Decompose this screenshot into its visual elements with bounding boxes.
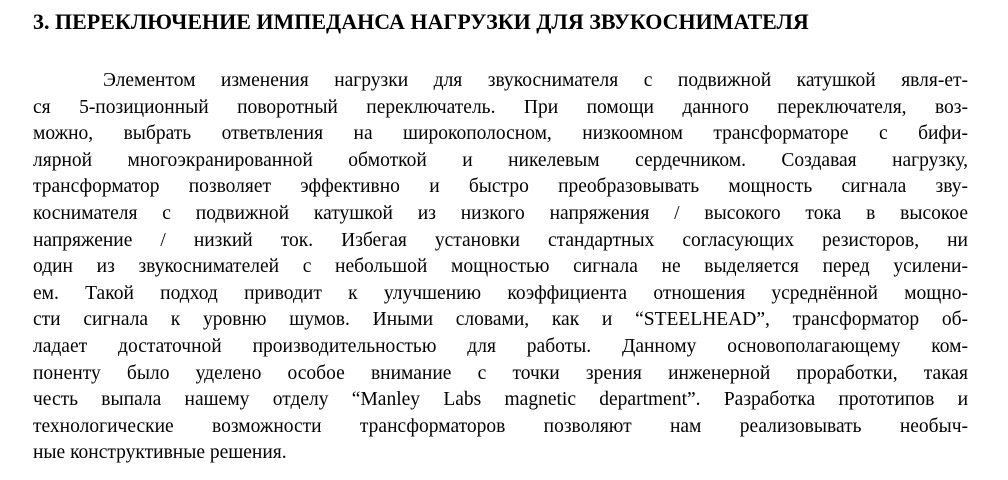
paragraph-line: ем. Такой подход приводит к улучшению коэффициента отношения усреднённой мощно- bbox=[33, 282, 968, 304]
paragraph-line: трансформатор позволяет эффективно и быстро преобразовывать мощность сигнала зву- bbox=[33, 176, 968, 198]
paragraph-line: напряжение / низкий ток. Избегая установки стандартных согласующих резисторов, ни bbox=[33, 229, 968, 251]
body-paragraph bbox=[33, 68, 968, 467]
paragraph-line: Элементом изменения нагрузки для звукоснимателя с подвижной катушкой явля-ет- bbox=[103, 70, 968, 91]
section-heading: 3. ПЕРЕКЛЮЧЕНИЕ ИМПЕДАНСА НАГРУЗКИ ДЛЯ ЗВУКОСНИМАТЕЛЯ bbox=[33, 9, 809, 34]
paragraph-line: поненту было уделено особое внимание с точки зрения инженерной проработки, такая bbox=[33, 362, 968, 384]
paragraph-line: сти сигнала к уровню шумов. Иными словами, как и “STEELHEAD”, трансформатор об- bbox=[33, 309, 968, 331]
paragraph-line: лярной многоэкранированной обмоткой и никелевым сердечником. Создавая нагрузку, bbox=[33, 149, 968, 171]
paragraph-line: ладает достаточной производительностью для работы. Данному основополагающему ком- bbox=[33, 335, 968, 357]
paragraph-line: ные конструктивные решения. bbox=[33, 442, 287, 464]
paragraph-line: честь выпала нашему отделу “Manley Labs magnetic department”. Разработка прототипов и bbox=[33, 389, 968, 411]
paragraph-line: технологические возможности трансформаторов позволяют нам реализовывать необыч- bbox=[33, 415, 968, 437]
paragraph-line: коснимателя с подвижной катушкой из низкого напряжения / высокого тока в высокое bbox=[33, 202, 968, 224]
paragraph-line: один из звукоснимателей с небольшой мощностью сигнала не выделяется перед усилени- bbox=[33, 256, 968, 278]
paragraph-line: можно, выбрать ответвления на широкополосном, низкоомном трансформаторе с бифи- bbox=[33, 123, 968, 145]
paragraph-line: ся 5-позиционный поворотный переключатель. При помощи данного переключателя, воз- bbox=[33, 96, 968, 118]
